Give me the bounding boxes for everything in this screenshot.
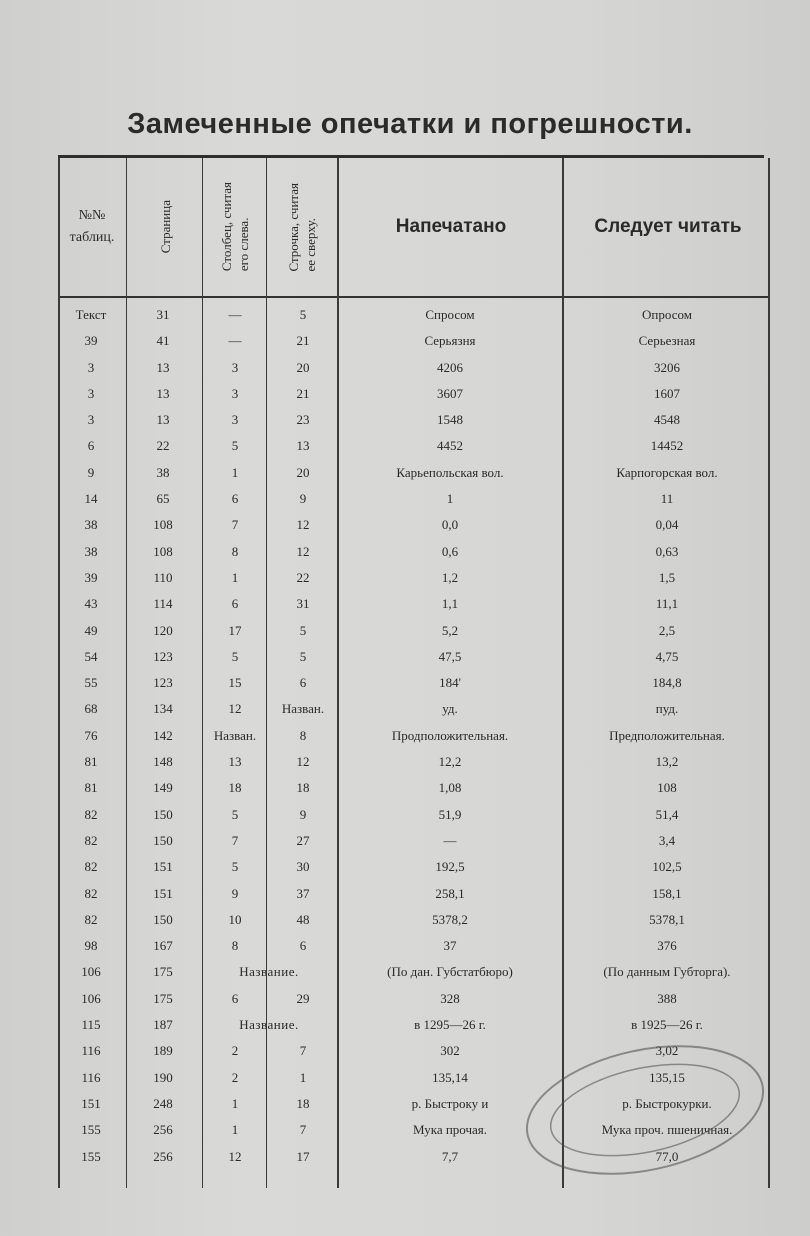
column-cell: Назван.: [213, 727, 257, 743]
column-cell: 6: [231, 596, 239, 612]
column-cell: 15: [228, 675, 242, 691]
correct-cell: Карпогорская вол.: [616, 464, 718, 480]
line-cell: 12: [296, 754, 310, 770]
page-cell: 38: [156, 464, 170, 480]
table-row: [58, 644, 770, 670]
title-span-cell: Название.: [239, 964, 299, 980]
printed-cell: 37: [443, 938, 457, 954]
title-span-cell: Название.: [239, 1017, 299, 1033]
printed-cell: Карьепольская вол.: [396, 464, 504, 480]
table-row: [58, 407, 770, 433]
page-cell: 256: [153, 1122, 173, 1138]
table-row: [58, 1065, 770, 1091]
table-row: [58, 1144, 770, 1170]
table-row: [58, 986, 770, 1012]
line-cell: 22: [296, 569, 310, 585]
line-cell: 7: [299, 1043, 307, 1059]
column-cell: —: [228, 307, 242, 322]
page-title: Замеченные опечатки и погрешности.: [127, 108, 693, 140]
header-page-label: Страница: [157, 200, 173, 254]
line-cell: 5: [299, 622, 307, 638]
table-row: [58, 618, 770, 644]
header-line-label: Строчка, считая ее сверху.: [286, 182, 318, 272]
line-cell: 29: [296, 990, 310, 1006]
column-cell: 1: [231, 569, 239, 585]
line-cell: 9: [299, 806, 307, 822]
printed-cell: в 1295—26 г.: [414, 1017, 486, 1033]
table-number-cell: 68: [84, 701, 98, 717]
printed-cell: 7,7: [441, 1148, 459, 1164]
line-cell: 17: [296, 1148, 310, 1164]
header-line: [268, 160, 336, 294]
correct-cell: 51,4: [655, 806, 679, 822]
page-cell: 167: [153, 938, 173, 954]
page-cell: 175: [153, 964, 173, 980]
printed-cell: 192,5: [435, 859, 465, 875]
page-cell: 189: [153, 1043, 173, 1059]
column-cell: 1: [231, 464, 239, 480]
table-number-cell: 39: [84, 333, 98, 349]
table-number-cell: 98: [84, 938, 98, 954]
printed-cell: Серьязня: [424, 333, 476, 349]
table-number-cell: 55: [84, 675, 98, 691]
errata-rows: [58, 302, 770, 1170]
table-number-cell: 43: [84, 596, 98, 612]
correct-cell: пуд.: [655, 701, 679, 717]
correct-cell: 11: [660, 491, 674, 507]
table-row: [58, 302, 770, 328]
table-number-cell: 116: [81, 1069, 101, 1085]
printed-cell: 0,0: [441, 517, 459, 533]
column-cell: 3: [231, 359, 239, 375]
column-cell: —: [228, 333, 242, 349]
printed-cell: 184': [439, 675, 461, 691]
page-cell: 41: [156, 333, 170, 349]
correct-cell: 5378,1: [649, 911, 685, 927]
page-cell: 13: [156, 412, 170, 428]
page-cell: 31: [156, 307, 170, 322]
page-cell: 150: [153, 911, 173, 927]
printed-cell: 47,5: [438, 648, 462, 664]
printed-cell: 328: [440, 990, 460, 1006]
table-row: [58, 1038, 770, 1064]
printed-cell: 1548: [437, 412, 463, 428]
table-number-cell: 9: [87, 464, 95, 480]
line-cell: 12: [296, 543, 310, 559]
correct-cell: 14452: [650, 438, 684, 454]
table-number-cell: 38: [84, 543, 98, 559]
column-cell: 12: [228, 701, 242, 717]
printed-cell: 51,9: [438, 806, 462, 822]
printed-cell: Спросом: [425, 307, 475, 322]
printed-cell: р. Быстроку и: [411, 1095, 489, 1111]
column-cell: 9: [231, 885, 239, 901]
table-row: [58, 670, 770, 696]
correct-cell: 376: [657, 938, 677, 954]
correct-cell: 158,1: [652, 885, 682, 901]
column-cell: 5: [231, 648, 239, 664]
table-number-cell: 115: [81, 1017, 101, 1033]
printed-cell: Продположительная.: [391, 727, 509, 743]
column-cell: 13: [228, 754, 242, 770]
correct-cell: 13,2: [655, 754, 679, 770]
column-cell: 5: [231, 806, 239, 822]
page-cell: 256: [153, 1148, 173, 1164]
header-page: [128, 160, 202, 294]
page-cell: 123: [153, 648, 173, 664]
table-number-cell: 49: [84, 622, 98, 638]
table-row: [58, 433, 770, 459]
column-cell: 12: [228, 1148, 242, 1164]
printed-cell: 258,1: [435, 885, 465, 901]
correct-cell: 135,15: [649, 1069, 685, 1085]
table-row: [58, 1091, 770, 1117]
line-cell: 13: [296, 438, 310, 454]
header-printed-label: Напечатано: [395, 216, 507, 237]
table-row: [58, 749, 770, 775]
line-cell: 7: [299, 1122, 307, 1138]
printed-cell: уд.: [442, 701, 458, 717]
line-cell: 5: [299, 307, 307, 322]
header-table-number: [58, 160, 126, 294]
table-row: [58, 723, 770, 749]
table-number-cell: 81: [84, 780, 98, 796]
line-cell: 6: [299, 938, 307, 954]
correct-cell: Опросом: [642, 307, 692, 322]
header-table-number-label: №№ таблиц.: [69, 208, 115, 245]
printed-cell: 135,14: [432, 1069, 468, 1085]
printed-cell: 1: [446, 491, 454, 507]
line-cell: Назван.: [281, 701, 325, 717]
column-cell: 3: [231, 385, 239, 401]
line-cell: 21: [296, 333, 310, 349]
printed-cell: 5,2: [441, 622, 459, 638]
table-row: [58, 933, 770, 959]
column-cell: 5: [231, 859, 239, 875]
table-number-cell: 151: [81, 1095, 101, 1111]
table-number-cell: 81: [84, 754, 98, 770]
line-cell: 12: [296, 517, 310, 533]
table-row: [58, 460, 770, 486]
line-cell: 30: [296, 859, 310, 875]
line-cell: 18: [296, 1095, 310, 1111]
page-cell: 134: [153, 701, 173, 717]
column-cell: 3: [231, 412, 239, 428]
table-number-cell: 54: [84, 648, 98, 664]
page-cell: 13: [156, 359, 170, 375]
correct-cell: р. Быстрокурки.: [622, 1095, 712, 1111]
line-cell: 9: [299, 491, 307, 507]
table-number-cell: 3: [87, 412, 95, 428]
column-cell: 1: [231, 1122, 239, 1138]
printed-cell: Мука прочая.: [412, 1122, 488, 1138]
line-cell: 21: [296, 385, 310, 401]
column-cell: 10: [228, 911, 242, 927]
printed-cell: 12,2: [438, 754, 462, 770]
line-cell: 31: [296, 596, 310, 612]
column-cell: 17: [228, 622, 242, 638]
correct-cell: (По данным Губторга).: [603, 964, 731, 980]
correct-cell: 102,5: [652, 859, 682, 875]
table-number-cell: 76: [84, 727, 98, 743]
printed-cell: 0,6: [441, 543, 459, 559]
table-row: [58, 775, 770, 801]
printed-cell: —: [443, 832, 457, 848]
printed-cell: 4206: [437, 359, 463, 375]
page-cell: 149: [153, 780, 173, 796]
column-cell: 8: [231, 543, 239, 559]
table-number-cell: 155: [81, 1122, 101, 1138]
column-cell: 18: [228, 780, 242, 796]
header-correct: [566, 160, 770, 294]
page-cell: 110: [153, 569, 173, 585]
table-number-cell: 14: [84, 491, 98, 507]
correct-cell: 3,02: [655, 1043, 679, 1059]
line-cell: 8: [299, 727, 307, 743]
header-column-label: Столбец, считая его слева.: [219, 182, 251, 272]
table-number-cell: 106: [81, 990, 101, 1006]
correct-cell: Серьезная: [638, 333, 696, 349]
line-cell: 37: [296, 885, 310, 901]
correct-cell: 388: [657, 990, 677, 1006]
header-rule: [58, 296, 770, 298]
table-number-cell: 6: [87, 438, 95, 454]
page-cell: 148: [153, 754, 173, 770]
correct-cell: 108: [657, 780, 677, 796]
correct-cell: 77,0: [655, 1148, 679, 1164]
page-cell: 187: [153, 1017, 173, 1033]
correct-cell: Предположительная.: [609, 727, 725, 743]
table-row: [58, 328, 770, 354]
page-cell: 65: [156, 491, 170, 507]
table-row: [58, 539, 770, 565]
correct-cell: 1607: [654, 385, 680, 401]
header-printed: [340, 160, 562, 294]
column-cell: 6: [231, 491, 239, 507]
line-cell: 20: [296, 464, 310, 480]
page-cell: 190: [153, 1069, 173, 1085]
correct-cell: 2,5: [658, 622, 676, 638]
table-number-cell: 38: [84, 517, 98, 533]
printed-cell: 302: [440, 1043, 460, 1059]
printed-cell: (По дан. Губстатбюро): [387, 964, 513, 980]
table-row: [58, 854, 770, 880]
printed-cell: 1,08: [438, 780, 462, 796]
line-cell: 48: [296, 911, 310, 927]
printed-cell: 1,2: [441, 569, 459, 585]
line-cell: 1: [299, 1069, 307, 1085]
printed-cell: 5378,2: [432, 911, 468, 927]
column-cell: 2: [231, 1069, 239, 1085]
table-row: [58, 959, 770, 985]
line-cell: 6: [299, 675, 307, 691]
table-row: [58, 565, 770, 591]
line-cell: 5: [299, 648, 307, 664]
table-number-cell: 116: [81, 1043, 101, 1059]
table-row: [58, 802, 770, 828]
column-cell: 6: [231, 990, 239, 1006]
column-cell: 7: [231, 517, 239, 533]
column-cell: 7: [231, 832, 239, 848]
table-number-cell: 155: [81, 1148, 101, 1164]
table-number-cell: 82: [84, 832, 98, 848]
correct-cell: 184,8: [652, 675, 682, 691]
table-row: [58, 486, 770, 512]
line-cell: 18: [296, 780, 310, 796]
header-correct-label: Следует читать: [594, 216, 742, 237]
page-cell: 248: [153, 1095, 173, 1111]
correct-cell: 0,04: [655, 517, 679, 533]
printed-cell: 1,1: [441, 596, 459, 612]
table-row: [58, 907, 770, 933]
table-row: [58, 591, 770, 617]
page-cell: 22: [156, 438, 170, 454]
line-cell: 20: [296, 359, 310, 375]
correct-cell: 0,63: [655, 543, 679, 559]
table-number-cell: 82: [84, 911, 98, 927]
table-row: [58, 881, 770, 907]
header-column: [204, 160, 266, 294]
correct-cell: Мука проч. пшеничная.: [601, 1122, 733, 1138]
printed-cell: 3607: [437, 385, 463, 401]
table-number-cell: Текст: [75, 307, 107, 322]
column-cell: 8: [231, 938, 239, 954]
table-number-cell: 3: [87, 385, 95, 401]
page-cell: 150: [153, 832, 173, 848]
table-number-cell: 82: [84, 859, 98, 875]
table-row: [58, 1117, 770, 1143]
page-cell: 151: [153, 859, 173, 875]
page-cell: 123: [153, 675, 173, 691]
top-rule: [58, 155, 764, 158]
correct-cell: 3,4: [658, 832, 676, 848]
page-cell: 108: [153, 543, 173, 559]
table-row: [58, 512, 770, 538]
table-row: [58, 381, 770, 407]
column-cell: 2: [231, 1043, 239, 1059]
page-cell: 13: [156, 385, 170, 401]
line-cell: 27: [296, 832, 310, 848]
table-number-cell: 3: [87, 359, 95, 375]
table-row: [58, 1012, 770, 1038]
table-row: [58, 355, 770, 381]
column-cell: 1: [231, 1095, 239, 1111]
page-cell: 114: [153, 596, 173, 612]
page-cell: 151: [153, 885, 173, 901]
printed-cell: 4452: [437, 438, 463, 454]
page-cell: 142: [153, 727, 173, 743]
page-cell: 150: [153, 806, 173, 822]
correct-cell: 4,75: [655, 648, 679, 664]
table-row: [58, 828, 770, 854]
correct-cell: 1,5: [658, 569, 676, 585]
correct-cell: 3206: [654, 359, 680, 375]
line-cell: 23: [296, 412, 310, 428]
table-row: [58, 696, 770, 722]
column-cell: 5: [231, 438, 239, 454]
table-number-cell: 82: [84, 806, 98, 822]
correct-cell: 11,1: [655, 596, 679, 612]
correct-cell: 4548: [654, 412, 680, 428]
table-number-cell: 82: [84, 885, 98, 901]
page-cell: 120: [153, 622, 173, 638]
table-number-cell: 106: [81, 964, 101, 980]
page-cell: 175: [153, 990, 173, 1006]
table-number-cell: 39: [84, 569, 98, 585]
correct-cell: в 1925—26 г.: [631, 1017, 703, 1033]
page-cell: 108: [153, 517, 173, 533]
